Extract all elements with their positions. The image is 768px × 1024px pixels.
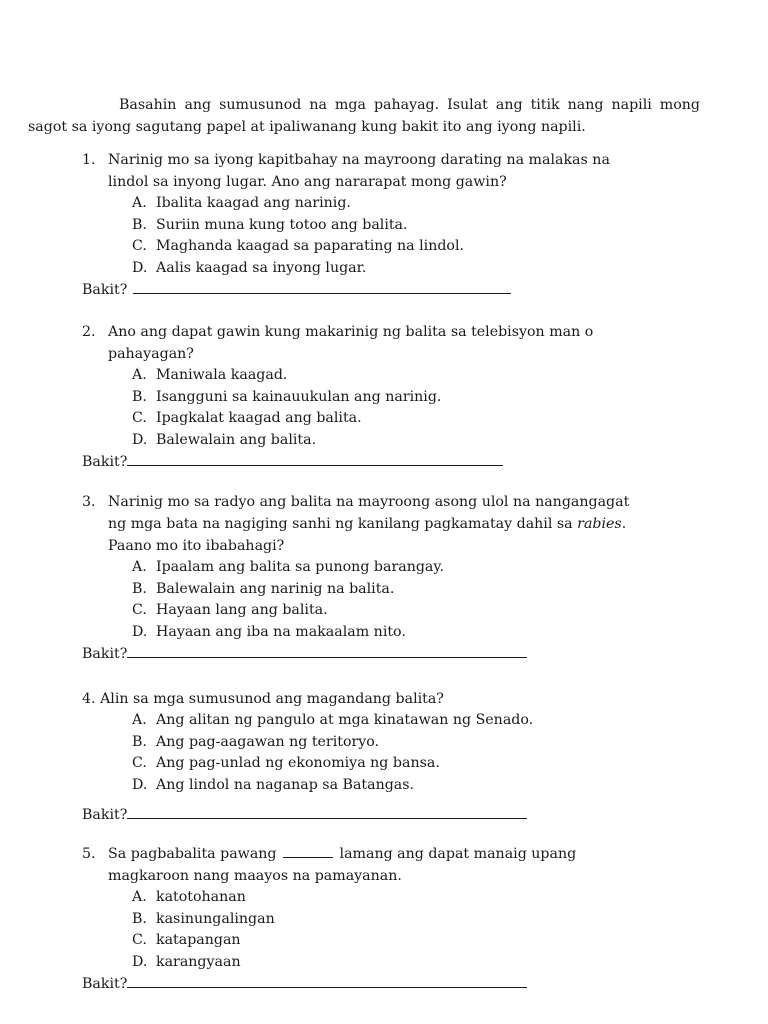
option-c[interactable] (82, 753, 700, 775)
question-2 (82, 321, 700, 473)
answer-underline[interactable] (127, 656, 527, 658)
question-text: Narinig mo sa iyong kapitbahay na mayroong darating na malakas na (108, 152, 610, 168)
option-d[interactable] (82, 430, 700, 452)
question-stem (82, 321, 700, 343)
option-letter: B. (132, 733, 147, 750)
option-b[interactable] (82, 732, 700, 754)
option-letter: A. (132, 712, 147, 728)
option-d[interactable] (82, 775, 700, 797)
option-c[interactable] (82, 600, 700, 622)
bakit-label: Bakit? (82, 976, 128, 993)
option-text: Hayaan ang iba na makaalam nito. (156, 623, 406, 640)
option-letter: C. (132, 238, 147, 255)
option-letter: B. (132, 388, 147, 405)
option-text: karangyaan (156, 953, 241, 970)
option-b[interactable] (82, 909, 700, 931)
bakit-label: Bakit? (82, 454, 128, 471)
question-text: Alin sa mga sumusunod ang magandang balita? (100, 691, 444, 707)
question-number: 4. (82, 691, 96, 707)
option-text: Ang alitan ng pangulo at mga kinatawan ng Senado. (156, 712, 534, 728)
question-number: 5. (82, 846, 96, 862)
bakit-label: Bakit? (82, 282, 128, 299)
bakit-answer-line[interactable] (82, 973, 700, 995)
option-text: Balewalain ang narinig na balita. (156, 580, 395, 597)
option-letter: A. (132, 889, 147, 905)
option-letter: A. (132, 367, 147, 383)
option-text: Maghanda kaagad sa paparating na lindol. (156, 238, 465, 255)
option-c[interactable] (82, 408, 700, 430)
option-text: Isangguni sa kainauukulan ang narinig. (156, 388, 442, 405)
bakit-answer-line[interactable] (82, 451, 700, 473)
question-5 (82, 843, 700, 995)
option-letter: C. (132, 755, 147, 772)
option-text: Ipagkalat kaagad ang balita. (156, 410, 362, 427)
question-number: 2. (82, 324, 96, 340)
bakit-label: Bakit? (82, 807, 128, 824)
option-text: Ipaalam ang balita sa punong barangay. (156, 559, 445, 575)
question-1 (82, 149, 700, 301)
option-letter: B. (132, 910, 147, 927)
question-text-part: ng mga bata na nagiging sanhi ng kanilang pagkamatay dahil sa (108, 516, 573, 532)
option-b[interactable] (82, 579, 700, 601)
option-text: Suriin muna kung totoo ang balita. (156, 216, 408, 233)
option-text: katotohanan (156, 889, 246, 905)
question-stem (82, 843, 700, 865)
option-text: Aalis kaagad sa inyong lugar. (156, 259, 367, 276)
option-text: Ibalita kaagad ang narinig. (156, 195, 351, 211)
option-c[interactable] (82, 236, 700, 258)
question-text: magkaroon nang maayos na pamayanan. (108, 868, 402, 884)
option-letter: D. (132, 623, 148, 640)
answer-underline[interactable] (127, 986, 527, 988)
option-letter: B. (132, 580, 147, 597)
option-a[interactable] (82, 710, 700, 732)
option-a[interactable] (82, 365, 700, 387)
option-c[interactable] (82, 930, 700, 952)
option-letter: D. (132, 953, 148, 970)
question-text: pahayagan? (108, 346, 194, 362)
option-a[interactable] (82, 557, 700, 579)
question-text-part: . (621, 516, 627, 532)
option-letter: D. (132, 431, 148, 448)
question-text: lindol sa inyong lugar. Ano ang nararapat mong gawin? (108, 174, 507, 190)
question-text: lamang ang dapat manaig upang (339, 846, 577, 862)
option-letter: D. (132, 259, 148, 276)
option-text: katapangan (156, 932, 241, 949)
bakit-answer-line[interactable] (82, 279, 700, 301)
option-text: kasinungalingan (156, 910, 275, 927)
answer-underline[interactable] (127, 817, 527, 819)
question-number: 3. (82, 494, 96, 510)
instructions (28, 94, 700, 138)
question-text (82, 513, 700, 535)
question-stem (82, 688, 700, 710)
option-text: Ang pag-unlad ng ekonomiya ng bansa. (156, 755, 440, 772)
option-b[interactable] (82, 215, 700, 237)
option-letter: A. (132, 195, 147, 211)
question-stem (82, 149, 700, 171)
option-letter: C. (132, 602, 147, 619)
option-d[interactable] (82, 952, 700, 974)
bakit-label: Bakit? (82, 646, 128, 663)
option-d[interactable] (82, 258, 700, 280)
option-letter: C. (132, 410, 147, 427)
question-4 (82, 688, 700, 826)
question-stem (82, 491, 700, 513)
option-letter: D. (132, 776, 148, 793)
option-d[interactable] (82, 622, 700, 644)
answer-underline[interactable] (133, 292, 511, 294)
option-text: Maniwala kaagad. (156, 367, 288, 383)
option-text: Ang lindol na naganap sa Batangas. (156, 776, 415, 793)
option-b[interactable] (82, 387, 700, 409)
question-3 (82, 491, 700, 665)
option-letter: C. (132, 932, 147, 949)
question-text: Ano ang dapat gawin kung makarinig ng balita sa telebisyon man o (108, 324, 594, 340)
bakit-answer-line[interactable] (82, 643, 700, 665)
bakit-answer-line[interactable] (82, 804, 700, 826)
answer-underline[interactable] (127, 464, 503, 466)
fill-in-blank[interactable] (283, 856, 333, 858)
option-a[interactable] (82, 193, 700, 215)
option-a[interactable] (82, 887, 700, 909)
question-text-italic: rabies (577, 516, 622, 532)
option-text: Hayaan lang ang balita. (156, 602, 328, 619)
question-text: Sa pagbabalita pawang (108, 846, 277, 862)
question-text: Narinig mo sa radyo ang balita na mayroong asong ulol na nangangagat (108, 494, 630, 510)
question-number: 1. (82, 152, 96, 168)
question-text: Paano mo ito ibabahagi? (108, 538, 285, 554)
option-text: Ang pag-aagawan ng teritoryo. (156, 733, 380, 750)
option-letter: B. (132, 216, 147, 233)
option-text: Balewalain ang balita. (156, 431, 317, 448)
option-letter: A. (132, 559, 147, 575)
instructions-text: Basahin ang sumusunod na mga pahayag. Isulat ang titik nang napili mong sagot sa iyong sagutang papel at ipaliwanang kung bakit ito ang iyong napili. (28, 97, 700, 135)
